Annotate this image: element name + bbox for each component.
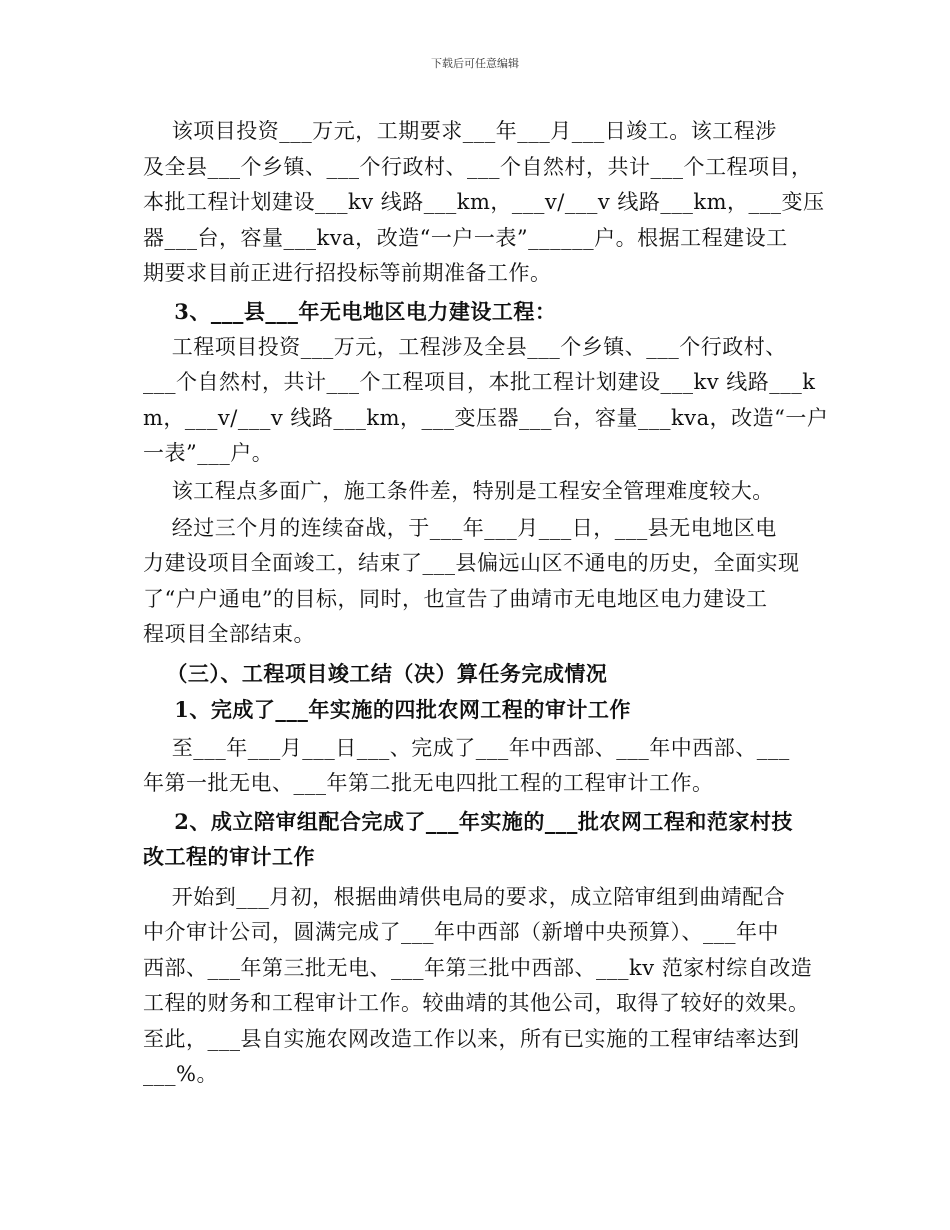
paragraph-line: 程项目全部结束。 bbox=[143, 622, 315, 646]
section-heading-line: 3、___县___年无电地区电力建设工程： bbox=[143, 299, 557, 324]
paragraph-line: 一表”___户。 bbox=[143, 441, 274, 465]
paragraph-line: m，___v/___v 线路___km，___变压器___台，容量___kva，改造“一户 bbox=[143, 406, 829, 430]
paragraph-line: 开始到___月初，根据曲靖供电局的要求，成立陪审组到曲靖配合 bbox=[143, 885, 786, 909]
section-heading-line: 2、成立陪审组配合完成了___年实施的___批农网工程和范家村技 bbox=[143, 809, 793, 834]
paragraph-line: 工程项目投资___万元，工程涉及全县___个乡镇、___个行政村、 bbox=[143, 335, 787, 359]
paragraph-line: 至___年___月___日___、完成了___年中西部、___年中西部、___ bbox=[143, 736, 790, 760]
paragraph-line: 年第一批无电、___年第二批无电四批工程的工程审计工作。 bbox=[143, 771, 714, 795]
paragraph-line: 了“户户通电”的目标，同时，也宣告了曲靖市无电地区电力建设工 bbox=[143, 587, 768, 611]
paragraph-line: 经过三个月的连续奋战，于___年___月___日，___县无电地区电 bbox=[143, 516, 777, 540]
paragraph-line: 力建设项目全面竣工，结束了___县偏远山区不通电的历史，全面实现 bbox=[143, 551, 800, 575]
paragraph-line: 及全县___个乡镇、___个行政村、___个自然村，共计___个工程项目， bbox=[143, 155, 813, 179]
paragraph-line: 器___台，容量___kva，改造“一户一表”______户。根据工程建设工 bbox=[143, 226, 788, 250]
paragraph-line: 本批工程计划建设___kv 线路___km，___v/___v 线路___km，___变压 bbox=[143, 190, 825, 214]
paragraph-line: 中介审计公司，圆满完成了___年中西部（新增中央预算）、___年中 bbox=[143, 920, 779, 944]
paragraph-line: 该工程点多面广，施工条件差，特别是工程安全管理难度较大。 bbox=[143, 479, 774, 503]
section-heading-line: 改工程的审计工作 bbox=[143, 844, 315, 869]
section-heading-line: （三）、工程项目竣工结（决）算任务完成情况 bbox=[143, 661, 608, 686]
page-header: 下载后可任意编辑 bbox=[431, 57, 519, 70]
paragraph-line: ___%。 bbox=[143, 1062, 218, 1086]
paragraph-line: 至此，___县自实施农网改造工作以来，所有已实施的工程审结率达到 bbox=[143, 1027, 800, 1051]
paragraph-line: 该项目投资___万元，工期要求___年___月___日竣工。该工程涉 bbox=[143, 119, 777, 143]
paragraph-line: ___个自然村，共计___个工程项目，本批工程计划建设___kv 线路___k bbox=[143, 370, 816, 394]
paragraph-line: 工程的财务和工程审计工作。较曲靖的其他公司，取得了较好的效果。 bbox=[143, 991, 810, 1015]
paragraph-line: 期要求目前正进行招投标等前期准备工作。 bbox=[143, 261, 552, 285]
section-heading-line: 1、完成了___年实施的四批农网工程的审计工作 bbox=[143, 697, 631, 722]
paragraph-line: 西部、___年第三批无电、___年第三批中西部、___kv 范家村综自改造 bbox=[143, 956, 813, 980]
